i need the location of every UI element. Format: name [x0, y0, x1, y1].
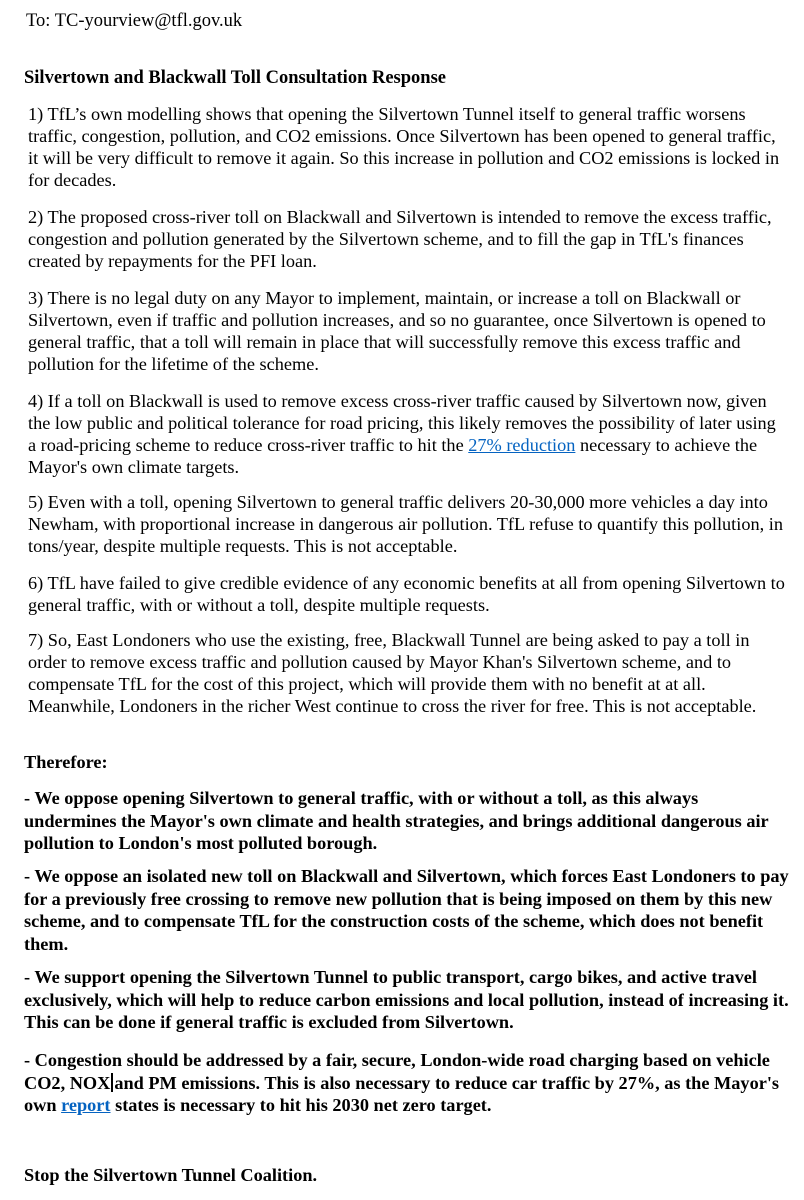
signature: Stop the Silvertown Tunnel Coalition. [24, 1165, 318, 1185]
point-1: 1) TfL’s own modelling shows that opening the Silvertown Tunnel itself to general traffic worsens traffic, congestion, pollution, and CO2 emissions. Once Silvertown has been opened to general traffic, it will be very difficult to remove it again. So this increase in pollution and CO2 emissions is locked in for decades. [28, 104, 780, 190]
point-4-text-after: necessary to achieve the Mayor's own climate targets. [28, 435, 758, 477]
point-4-text-before: 4) If a toll on Blackwall is used to remove excess cross-river traffic caused by Silvertown now, given the low public and political tolerance for road pricing, this likely removes the possibility of later using a road-pricing scheme to reduce cross-river traffic to hit the [28, 391, 776, 455]
point-6: 6) TfL have failed to give credible evidence of any economic benefits at all from opening Silvertown to general traffic, with or without a toll, despite multiple requests. [28, 573, 785, 615]
position-support-active-travel: - We support opening the Silvertown Tunnel to public transport, cargo bikes, and active travel exclusively, which will help to reduce carbon emissions and local pollution, instead of increasing it. This can be done if general traffic is excluded from Silvertown. [24, 967, 789, 1032]
point-7: 7) So, East Londoners who use the existing, free, Blackwall Tunnel are being asked to pay a toll in order to remove excess traffic and pollution caused by Mayor Khan's Silvertown scheme, and to compensate TfL for the cost of this project, which will provide them with no benefit at at all. Meanwhile, Londoners in the richer West continue to cross the river for free. This is not acceptable. [28, 630, 757, 716]
point-4 [28, 390, 788, 478]
position-4-text-after: states is necessary to hit his 2030 net zero target. [110, 1095, 492, 1115]
position-congestion-charging [24, 1049, 794, 1117]
recipient-line: To: TC-yourview@tfl.gov.uk [26, 11, 243, 31]
position-oppose-toll: - We oppose an isolated new toll on Blackwall and Silvertown, which forces East Londoners to pay for a previously free crossing to remove new pollution that is being imposed on them by this new scheme, and to compensate TfL for the construction costs of the scheme, which does not benefit them. [24, 866, 789, 954]
position-4-text-middle: and PM emissions. This is also necessary to reduce car traffic by 27%, as the Mayor's own [24, 1072, 780, 1115]
therefore-heading: Therefore: [24, 752, 108, 772]
report-link[interactable]: report [61, 1095, 111, 1115]
point-5: 5) Even with a toll, opening Silvertown to general traffic delivers 20-30,000 more vehicles a day into Newham, with proportional increase in dangerous air pollution. TfL refuse to quantify this pollution, in tons/year, despite multiple requests. This is not acceptable. [28, 492, 783, 556]
position-oppose-opening: - We oppose opening Silvertown to general traffic, with or without a toll, as this always undermines the Mayor's own climate and health strategies, and brings additional dangerous air pollution to London's most polluted borough. [24, 788, 769, 853]
point-3: 3) There is no legal duty on any Mayor to implement, maintain, or increase a toll on Blackwall or Silvertown, even if traffic and pollution increases, and so no guarantee, once Silvertown is opened to general traffic, that a toll will remain in place that will successfully remove this excess traffic and pollution for the lifetime of the scheme. [28, 288, 766, 374]
position-4-text-before: - Congestion should be addressed by a fair, secure, London-wide road charging based on vehicle CO2, NOX [24, 1050, 770, 1093]
reduction-target-link[interactable]: 27% reduction [468, 435, 576, 455]
point-2: 2) The proposed cross-river toll on Blackwall and Silvertown is intended to remove the excess traffic, congestion and pollution generated by the Silvertown scheme, and to fill the gap in TfL's finances created by repayments for the PFI loan. [28, 207, 772, 271]
document-title: Silvertown and Blackwall Toll Consultation Response [24, 68, 446, 88]
